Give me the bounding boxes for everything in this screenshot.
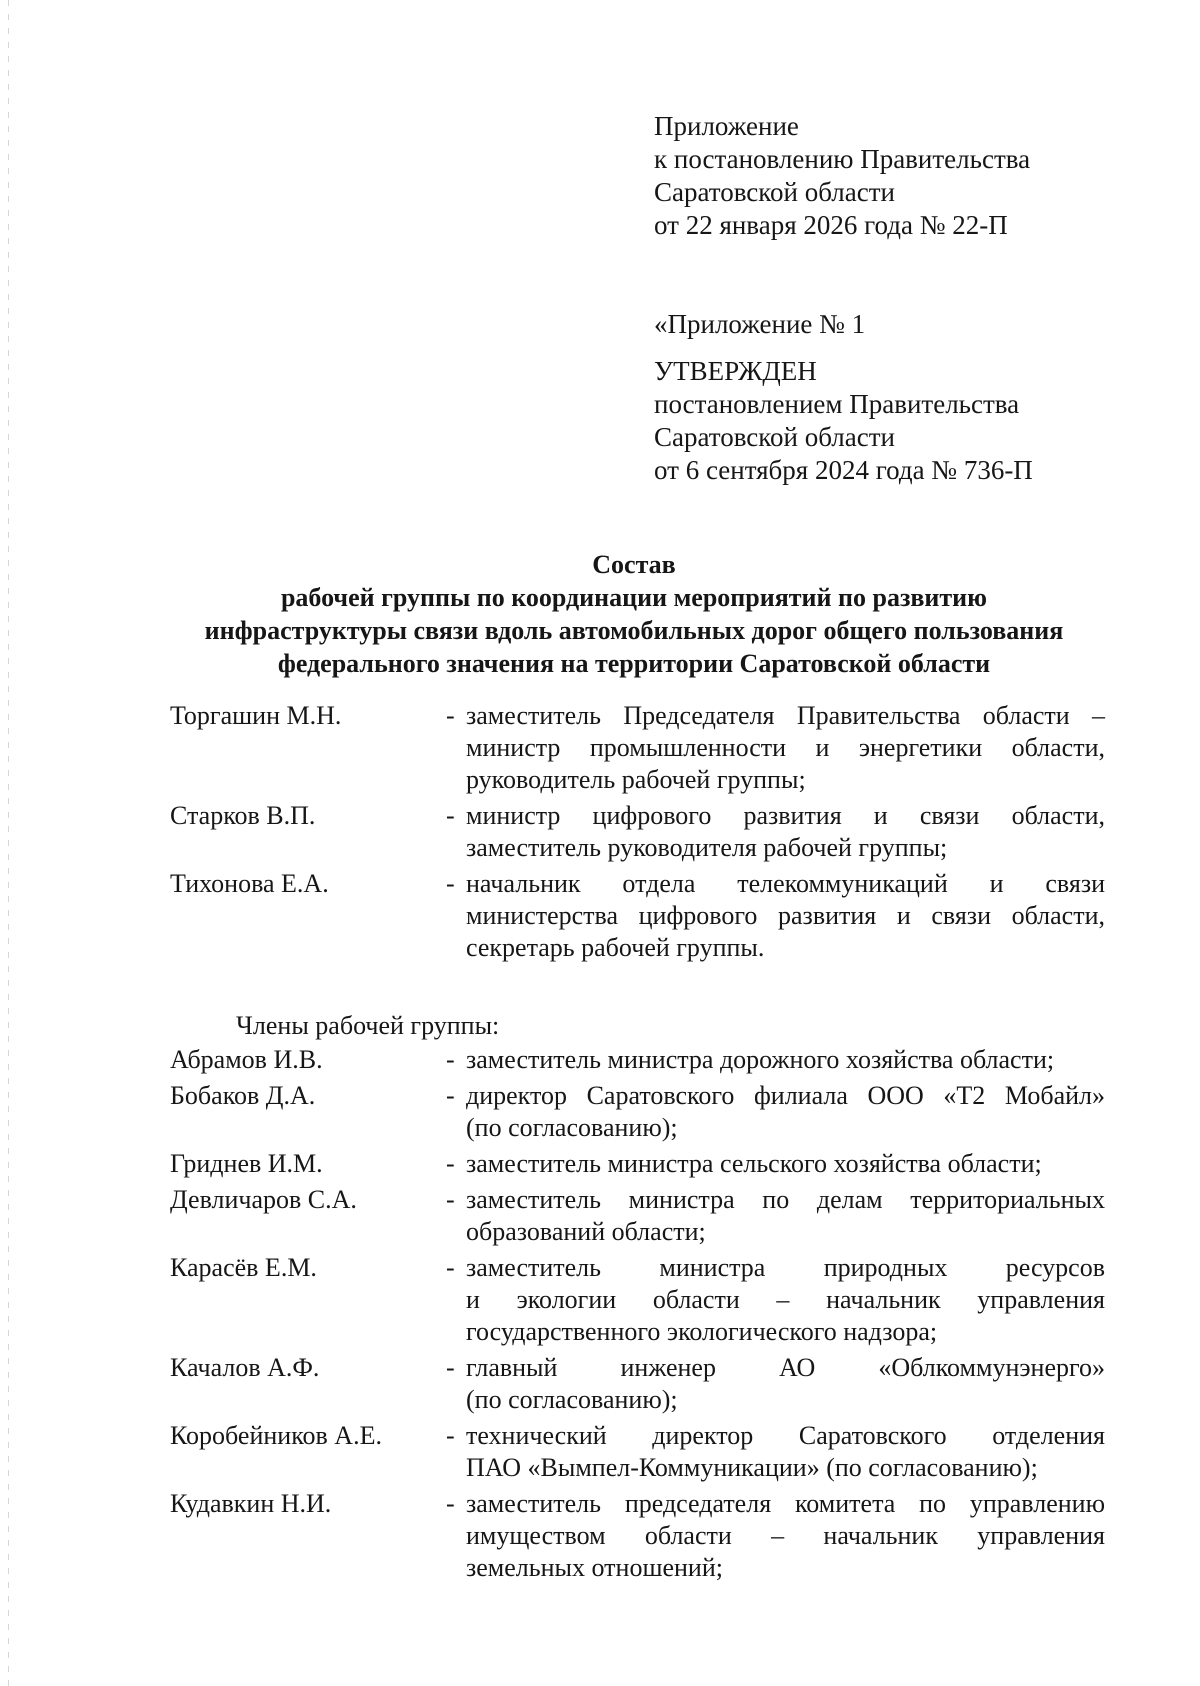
- separator-dash: -: [446, 1045, 455, 1074]
- approved-line: от 6 сентября 2024 года № 736-П: [654, 455, 1033, 485]
- position-line: заместитель руководителя рабочей группы;: [466, 833, 948, 862]
- annex-header-line: Саратовской области: [654, 177, 895, 207]
- separator-dash: -: [446, 1353, 455, 1382]
- person-position: [466, 1044, 1105, 1076]
- position-line: образований области;: [466, 1217, 706, 1246]
- person-row: [170, 700, 1105, 796]
- position-line: и экологии области – начальник управления: [466, 1285, 1105, 1314]
- person-row: [170, 868, 1105, 964]
- person-name: Качалов А.Ф.: [170, 1353, 320, 1382]
- person-row: [170, 1148, 1105, 1180]
- annex-header-line: от 22 января 2026 года № 22-П: [654, 210, 1008, 240]
- person-row: [170, 800, 1105, 864]
- person-position: [466, 1352, 1105, 1416]
- title-line: рабочей группы по координации мероприятий по развитию: [280, 583, 988, 612]
- person-name: Тихонова Е.А.: [170, 869, 329, 898]
- person-row: [170, 1044, 1105, 1076]
- person-name: Девличаров С.А.: [170, 1185, 357, 1214]
- position-line: ПАО «Вымпел-Коммуникации» (по согласованию);: [466, 1453, 1038, 1482]
- person-position: [466, 700, 1105, 796]
- person-name: Гриднев И.М.: [170, 1149, 323, 1178]
- position-line: технический директор Саратовского отделения: [466, 1421, 1105, 1450]
- person-position: [466, 1252, 1105, 1348]
- title-line: федерального значения на территории Саратовской области: [277, 649, 991, 678]
- position-line: заместитель министра дорожного хозяйства области;: [466, 1045, 1055, 1074]
- position-line: министр цифрового развития и связи области,: [466, 801, 1105, 830]
- position-line: земельных отношений;: [466, 1553, 723, 1582]
- annex-reference: «Приложение № 1: [654, 309, 866, 339]
- title-line: инфраструктуры связи вдоль автомобильных дорог общего пользования: [204, 616, 1064, 645]
- position-line: заместитель министра по делам территориальных: [466, 1185, 1105, 1214]
- annex-header: [654, 110, 1030, 242]
- members-list: [170, 1044, 1105, 1588]
- annex-header-line: Приложение: [654, 111, 799, 141]
- person-name: Кудавкин Н.И.: [170, 1489, 332, 1518]
- position-line: (по согласованию);: [466, 1113, 678, 1142]
- position-line: заместитель председателя комитета по управлению: [466, 1489, 1105, 1518]
- position-line: секретарь рабочей группы.: [466, 933, 765, 962]
- person-name: Бобаков Д.А.: [170, 1081, 316, 1110]
- person-position: [466, 1184, 1105, 1248]
- position-line: руководитель рабочей группы;: [466, 765, 806, 794]
- person-row: [170, 1352, 1105, 1416]
- person-position: [466, 1488, 1105, 1584]
- separator-dash: -: [446, 869, 455, 898]
- position-line: главный инженер АО «Облкоммунэнерго»: [466, 1353, 1105, 1382]
- position-line: заместитель Председателя Правительства области –: [466, 701, 1105, 730]
- separator-dash: -: [446, 1421, 455, 1450]
- position-line: (по согласованию);: [466, 1385, 678, 1414]
- separator-dash: -: [446, 801, 455, 830]
- separator-dash: -: [446, 1253, 455, 1282]
- position-line: министр промышленности и энергетики области,: [466, 733, 1105, 762]
- separator-dash: -: [446, 1149, 455, 1178]
- separator-dash: -: [446, 701, 455, 730]
- person-position: [466, 1420, 1105, 1484]
- position-line: имуществом области – начальник управления: [466, 1521, 1105, 1550]
- approved-stamp-word: УТВЕРЖДЕН: [654, 356, 817, 386]
- person-row: [170, 1252, 1105, 1348]
- person-row: [170, 1080, 1105, 1144]
- title-line: Состав: [592, 550, 676, 579]
- separator-dash: -: [446, 1081, 455, 1110]
- person-name: Абрамов И.В.: [170, 1045, 323, 1074]
- position-line: начальник отдела телекоммуникаций и связи: [466, 869, 1105, 898]
- person-row: [170, 1420, 1105, 1484]
- approved-block: [654, 308, 1033, 487]
- person-row: [170, 1488, 1105, 1584]
- members-caption: Члены рабочей группы:: [236, 1011, 500, 1040]
- person-name: Старков В.П.: [170, 801, 316, 830]
- position-line: министерства цифрового развития и связи области,: [466, 901, 1105, 930]
- approved-line: постановлением Правительства: [654, 389, 1020, 419]
- separator-dash: -: [446, 1489, 455, 1518]
- position-line: заместитель министра природных ресурсов: [466, 1253, 1105, 1282]
- person-position: [466, 868, 1105, 964]
- person-name: Торгашин М.Н.: [170, 701, 342, 730]
- scan-page-edge: [8, 0, 9, 1686]
- position-line: директор Саратовского филиала ООО «Т2 Мобайл»: [466, 1081, 1105, 1110]
- leadership-list: [170, 700, 1105, 968]
- annex-header-line: к постановлению Правительства: [654, 144, 1031, 174]
- position-line: государственного экологического надзора;: [466, 1317, 938, 1346]
- person-name: Коробейников А.Е.: [170, 1421, 382, 1450]
- document-title: [160, 548, 1108, 680]
- approved-line: Саратовской области: [654, 422, 895, 452]
- person-position: [466, 800, 1105, 864]
- person-row: [170, 1184, 1105, 1248]
- person-name: Карасёв Е.М.: [170, 1253, 317, 1282]
- separator-dash: -: [446, 1185, 455, 1214]
- person-position: [466, 1148, 1105, 1180]
- person-position: [466, 1080, 1105, 1144]
- position-line: заместитель министра сельского хозяйства области;: [466, 1149, 1042, 1178]
